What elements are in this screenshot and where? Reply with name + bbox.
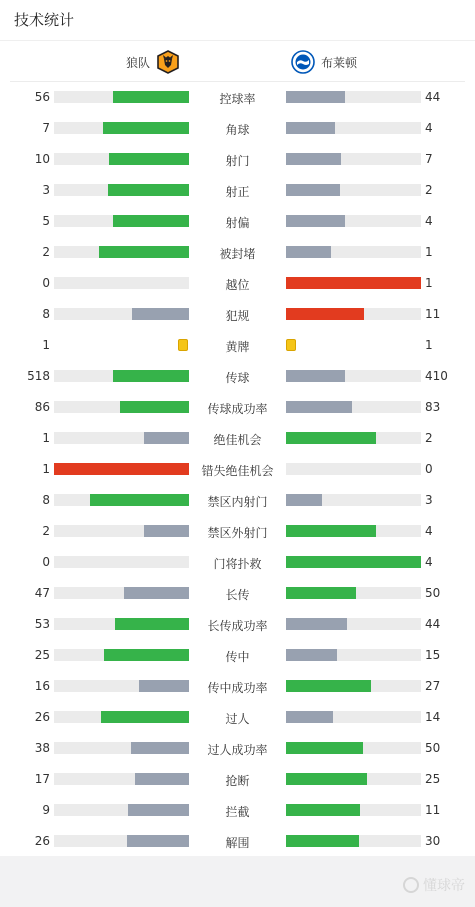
- away-bar-track: [286, 525, 421, 537]
- home-bar-fill: [113, 91, 189, 103]
- home-bar-track: [54, 308, 189, 320]
- home-value: 0: [42, 276, 50, 290]
- away-value: 30: [425, 834, 441, 848]
- away-bar-track: [286, 370, 421, 382]
- home-bar-track: [54, 711, 189, 723]
- stat-label: 被封堵: [219, 247, 256, 261]
- away-bar-track: [286, 649, 421, 661]
- stat-label: 门将扑救: [213, 557, 262, 571]
- away-bar-track: [286, 463, 421, 475]
- stat-row: [0, 237, 475, 268]
- home-value: 56: [34, 90, 50, 104]
- home-value: 1: [42, 431, 50, 445]
- stat-label: 禁区外射门: [207, 526, 268, 540]
- stat-label: 禁区内射门: [207, 495, 268, 509]
- home-bar-fill: [54, 463, 189, 475]
- yellow-card-icon: [286, 339, 296, 351]
- stat-label: 传球成功率: [207, 402, 268, 416]
- away-bar-fill: [286, 556, 421, 568]
- away-value: 11: [425, 803, 441, 817]
- home-value: 8: [42, 493, 50, 507]
- team-header: [10, 41, 465, 82]
- stat-row: [0, 547, 475, 578]
- away-bar-track: [286, 153, 421, 165]
- away-bar-fill: [286, 215, 345, 227]
- home-value: 1: [42, 338, 50, 352]
- home-bar-fill: [109, 153, 189, 165]
- stat-label: 犯规: [225, 309, 250, 323]
- stat-row: [0, 454, 475, 485]
- stat-row: [0, 113, 475, 144]
- home-bar-fill: [120, 401, 189, 413]
- stat-row: [0, 330, 475, 361]
- away-value: 4: [425, 214, 433, 228]
- home-bar-track: [54, 804, 189, 816]
- away-bar-track: [286, 308, 421, 320]
- away-bar-fill: [286, 184, 340, 196]
- away-bar-track: [286, 215, 421, 227]
- stat-row: [0, 671, 475, 702]
- watermark-text: 懂球帝: [423, 878, 465, 894]
- home-value: 2: [42, 524, 50, 538]
- away-bar-fill: [286, 649, 337, 661]
- away-value: 1: [425, 245, 433, 259]
- home-value: 17: [34, 772, 50, 786]
- home-value: 10: [34, 152, 50, 166]
- stat-row: [0, 764, 475, 795]
- home-bar-track: [54, 215, 189, 227]
- away-bar-fill: [286, 277, 421, 289]
- away-bar-fill: [286, 494, 322, 506]
- away-value: 2: [425, 431, 433, 445]
- away-value: 50: [425, 586, 441, 600]
- away-bar-track: [286, 277, 421, 289]
- home-bar-fill: [103, 122, 189, 134]
- home-value: 5: [42, 214, 50, 228]
- home-value: 86: [34, 400, 50, 414]
- footer-bar: [0, 856, 475, 907]
- stat-row: [0, 82, 475, 113]
- stat-row: [0, 206, 475, 237]
- home-value: 26: [34, 710, 50, 724]
- away-value: 44: [425, 90, 441, 104]
- home-value: 2: [42, 245, 50, 259]
- stat-label: 解围: [225, 836, 250, 850]
- stat-label: 拦截: [225, 805, 250, 819]
- wolves-crest-icon: [156, 50, 180, 74]
- home-bar-track: [54, 587, 189, 599]
- away-value: 4: [425, 121, 433, 135]
- stat-label: 错失绝佳机会: [201, 464, 274, 478]
- brighton-crest-icon: [291, 50, 315, 74]
- home-bar-track: [54, 773, 189, 785]
- home-bar-fill: [132, 308, 189, 320]
- away-bar-track: [286, 618, 421, 630]
- away-bar-track: [286, 835, 421, 847]
- away-bar-fill: [286, 308, 364, 320]
- away-bar-track: [286, 742, 421, 754]
- away-bar-track: [286, 711, 421, 723]
- stat-label: 射门: [225, 154, 250, 168]
- home-bar-fill: [108, 184, 189, 196]
- home-value: 47: [34, 586, 50, 600]
- home-team[interactable]: [126, 51, 180, 73]
- home-bar-fill: [101, 711, 189, 723]
- home-value: 53: [34, 617, 50, 631]
- stat-row: [0, 361, 475, 392]
- stat-label: 传中: [225, 650, 250, 664]
- home-bar-fill: [144, 525, 189, 537]
- stat-row: [0, 299, 475, 330]
- away-value: 3: [425, 493, 433, 507]
- away-value: 410: [425, 369, 448, 383]
- home-bar-track: [54, 494, 189, 506]
- stat-label: 抢断: [225, 774, 250, 788]
- home-bar-track: [54, 401, 189, 413]
- stat-row: [0, 795, 475, 826]
- away-bar-fill: [286, 618, 347, 630]
- away-bar-fill: [286, 773, 367, 785]
- away-bar-fill: [286, 804, 360, 816]
- home-team-name: 狼队: [125, 55, 150, 70]
- home-value: 7: [42, 121, 50, 135]
- home-bar-fill: [90, 494, 189, 506]
- home-bar-fill: [104, 649, 189, 661]
- away-bar-track: [286, 246, 421, 258]
- stat-row: [0, 268, 475, 299]
- home-bar-fill: [144, 432, 189, 444]
- away-bar-track: [286, 494, 421, 506]
- watermark-logo-icon: [403, 877, 419, 893]
- home-bar-track: [54, 432, 189, 444]
- away-bar-fill: [286, 525, 376, 537]
- home-bar-track: [54, 463, 189, 475]
- stat-row: [0, 826, 475, 857]
- home-bar-fill: [139, 680, 189, 692]
- away-bar-track: [286, 680, 421, 692]
- home-bar-fill: [135, 773, 189, 785]
- away-value: 7: [425, 152, 433, 166]
- home-bar-fill: [113, 370, 189, 382]
- away-bar-fill: [286, 91, 345, 103]
- away-value: 14: [425, 710, 441, 724]
- home-bar-track: [54, 649, 189, 661]
- stat-row: [0, 144, 475, 175]
- home-bar-track: [54, 742, 189, 754]
- away-bar-track: [286, 804, 421, 816]
- stat-label: 传中成功率: [207, 681, 268, 695]
- home-value: 1: [42, 462, 50, 476]
- home-value: 38: [34, 741, 50, 755]
- away-value: 27: [425, 679, 441, 693]
- stats-list: [0, 82, 475, 857]
- away-bar-fill: [286, 432, 376, 444]
- watermark: [403, 875, 465, 895]
- stat-row: [0, 175, 475, 206]
- stat-label: 越位: [225, 278, 250, 292]
- stat-label: 过人: [225, 712, 250, 726]
- stat-label: 射正: [225, 185, 250, 199]
- stat-label: 角球: [225, 123, 250, 137]
- stat-row: [0, 702, 475, 733]
- stat-label: 长传成功率: [207, 619, 268, 633]
- away-value: 44: [425, 617, 441, 631]
- away-bar-track: [286, 91, 421, 103]
- page-title: [0, 0, 475, 41]
- away-bar-fill: [286, 835, 359, 847]
- home-value: 3: [42, 183, 50, 197]
- home-bar-track: [54, 370, 189, 382]
- home-value: 25: [34, 648, 50, 662]
- away-bar-fill: [286, 680, 371, 692]
- home-bar-track: [54, 91, 189, 103]
- home-bar-track: [54, 835, 189, 847]
- home-bar-fill: [131, 742, 189, 754]
- stat-row: [0, 516, 475, 547]
- stat-row: [0, 392, 475, 423]
- away-value: 83: [425, 400, 441, 414]
- away-value: 50: [425, 741, 441, 755]
- away-bar-track: [286, 556, 421, 568]
- away-value: 25: [425, 772, 441, 786]
- stat-label: 射偏: [225, 216, 250, 230]
- away-value: 4: [425, 524, 433, 538]
- page-title-text: 技术统计: [14, 11, 75, 29]
- home-bar-fill: [113, 215, 189, 227]
- home-bar-track: [54, 246, 189, 258]
- stat-label: 过人成功率: [207, 743, 268, 757]
- home-bar-fill: [99, 246, 189, 258]
- away-bar-track: [286, 773, 421, 785]
- home-value: 9: [42, 803, 50, 817]
- home-bar-fill: [115, 618, 189, 630]
- stat-label: 长传: [225, 588, 250, 602]
- away-bar-fill: [286, 153, 341, 165]
- home-bar-track: [54, 122, 189, 134]
- home-value: 16: [34, 679, 50, 693]
- yellow-card-icon: [178, 339, 188, 351]
- away-value: 4: [425, 555, 433, 569]
- home-bar-fill: [127, 835, 189, 847]
- stat-row: [0, 609, 475, 640]
- away-bar-track: [286, 587, 421, 599]
- home-bar-track: [54, 618, 189, 630]
- home-value: 8: [42, 307, 50, 321]
- home-value: 518: [27, 369, 50, 383]
- away-value: 1: [425, 276, 433, 290]
- home-value: 0: [42, 555, 50, 569]
- stat-label: 绝佳机会: [213, 433, 262, 447]
- away-bar-fill: [286, 587, 356, 599]
- stat-row: [0, 640, 475, 671]
- away-value: 1: [425, 338, 433, 352]
- away-value: 0: [425, 462, 433, 476]
- away-bar-track: [286, 432, 421, 444]
- home-bar-track: [54, 153, 189, 165]
- away-bar-track: [286, 401, 421, 413]
- away-value: 2: [425, 183, 433, 197]
- home-bar-track: [54, 680, 189, 692]
- home-bar-track: [54, 184, 189, 196]
- stat-row: [0, 485, 475, 516]
- stat-label: 黄牌: [225, 340, 250, 354]
- away-bar-track: [286, 122, 421, 134]
- away-value: 15: [425, 648, 441, 662]
- away-bar-fill: [286, 370, 345, 382]
- home-value: 26: [34, 834, 50, 848]
- stat-label: 控球率: [219, 92, 256, 106]
- away-team-name: 布莱顿: [321, 55, 358, 70]
- away-bar-track: [286, 184, 421, 196]
- away-bar-fill: [286, 711, 333, 723]
- home-bar-fill: [124, 587, 189, 599]
- home-bar-track: [54, 525, 189, 537]
- away-value: 11: [425, 307, 441, 321]
- away-bar-fill: [286, 122, 335, 134]
- stat-label: 传球: [225, 371, 250, 385]
- away-team[interactable]: [291, 51, 357, 73]
- away-bar-fill: [286, 401, 352, 413]
- stat-row: [0, 578, 475, 609]
- away-bar-fill: [286, 742, 363, 754]
- stat-row: [0, 733, 475, 764]
- away-bar-fill: [286, 246, 331, 258]
- home-bar-track: [54, 277, 189, 289]
- stat-row: [0, 423, 475, 454]
- home-bar-track: [54, 556, 189, 568]
- home-bar-fill: [128, 804, 189, 816]
